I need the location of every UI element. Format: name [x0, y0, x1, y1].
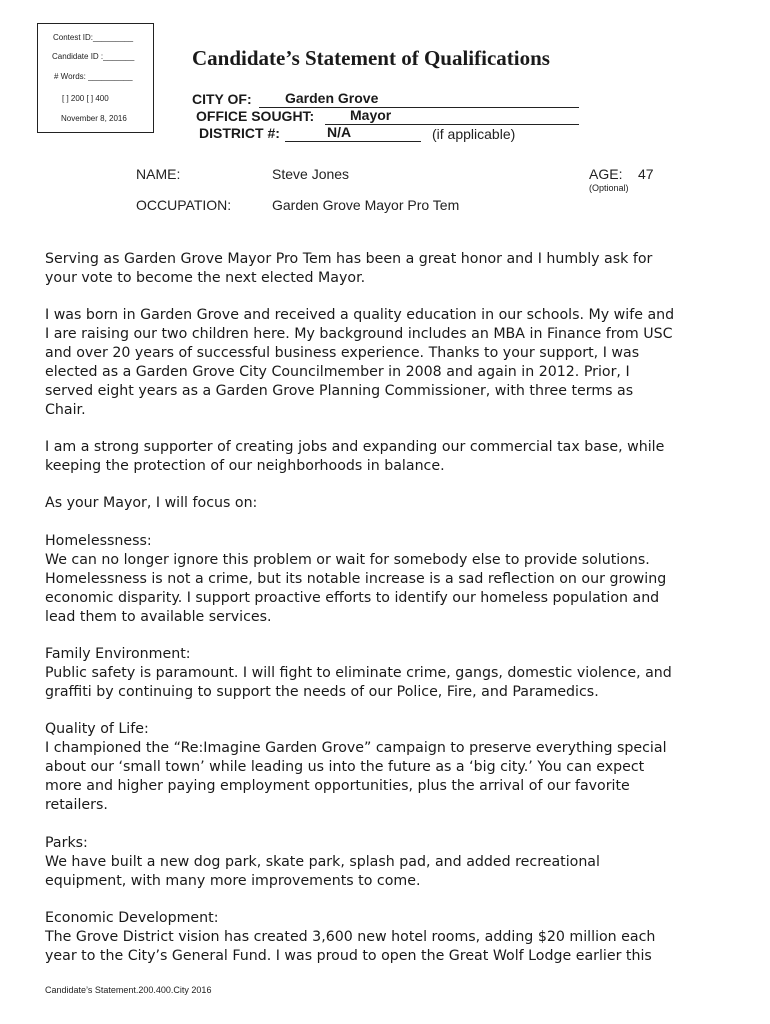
- text-line: served eight years as a Garden Grove Planning Commissioner, with three terms as: [45, 383, 634, 399]
- district-underline: [285, 125, 421, 142]
- text-line: elected as a Garden Grove City Councilmember in 2008 and again in 2012. Prior, I: [45, 364, 630, 380]
- name-label: NAME:: [136, 166, 181, 182]
- document-title: Candidate’s Statement of Qualifications: [192, 46, 550, 70]
- city-value: Garden Grove: [285, 90, 379, 106]
- district-value: N/A: [327, 124, 352, 140]
- candidate-id-field: Candidate ID :_______: [52, 52, 135, 61]
- name-value: Steve Jones: [272, 166, 350, 182]
- statement-section-parks: [45, 834, 735, 891]
- statement-section-homelessness: [45, 532, 735, 627]
- statement-paragraph: [45, 438, 735, 476]
- text-line: I are raising our two children here. My background includes an MBA in Finance from USC: [45, 326, 673, 342]
- text-line: economic disparity. I support proactive efforts to identify our homeless population and: [45, 590, 660, 606]
- office-label: OFFICE SOUGHT:: [196, 108, 315, 124]
- age-label: AGE:: [589, 166, 623, 182]
- text-line: Public safety is paramount. I will fight to eliminate crime, gangs, domestic violence, and: [45, 665, 672, 681]
- section-heading: Homelessness:: [45, 533, 152, 549]
- text-line: We have built a new dog park, skate park, splash pad, and added recreational: [45, 854, 600, 870]
- text-line: Chair.: [45, 402, 86, 418]
- statement-section-quality: [45, 720, 735, 815]
- section-heading: Parks:: [45, 835, 88, 851]
- text-line: more and higher paying employment opportunities, plus the arrival of our favorite: [45, 778, 630, 794]
- section-heading: Economic Development:: [45, 910, 219, 926]
- text-line: I championed the “Re:Imagine Garden Grove” campaign to preserve everything special: [45, 740, 667, 756]
- text-line: equipment, with many more improvements to come.: [45, 873, 421, 889]
- text-line: and over 20 years of successful business experience. Thanks to your support, I was: [45, 345, 640, 361]
- text-line: year to the City’s General Fund. I was proud to open the Great Wolf Lodge earlier this: [45, 948, 652, 964]
- text-line: keeping the protection of our neighborhoods in balance.: [45, 458, 445, 474]
- text-line: As your Mayor, I will focus on:: [45, 495, 258, 511]
- section-heading: Quality of Life:: [45, 721, 149, 737]
- text-line: graffiti by continuing to support the needs of our Police, Fire, and Paramedics.: [45, 684, 599, 700]
- section-heading: Family Environment:: [45, 646, 191, 662]
- city-label: CITY OF:: [192, 91, 252, 107]
- district-label: DISTRICT #:: [199, 125, 280, 141]
- word-options: [ ] 200 [ ] 400: [62, 94, 109, 103]
- district-note: (if applicable): [432, 126, 516, 142]
- office-underline: [325, 108, 579, 125]
- word-count-field: # Words: __________: [54, 72, 133, 81]
- statement-paragraph: [45, 250, 735, 288]
- age-value: 47: [638, 166, 654, 182]
- election-date: November 8, 2016: [61, 114, 127, 123]
- contest-id-field: Contest ID:_________: [53, 33, 134, 42]
- text-line: Homelessness is not a crime, but its notable increase is a sad reflection on our growing: [45, 571, 667, 587]
- info-box: [37, 23, 154, 133]
- occupation-value: Garden Grove Mayor Pro Tem: [272, 197, 460, 213]
- age-note: (Optional): [589, 183, 629, 193]
- statement-section-family: [45, 645, 735, 702]
- text-line: lead them to available services.: [45, 609, 272, 625]
- text-line: about our ‘small town’ while leading us into the future as a ‘big city.’ You can expect: [45, 759, 645, 775]
- text-line: I am a strong supporter of creating jobs and expanding our commercial tax base, while: [45, 439, 665, 455]
- text-line: retailers.: [45, 797, 108, 813]
- city-underline: [259, 91, 579, 108]
- statement-section-economic: [45, 909, 735, 966]
- statement-paragraph: [45, 306, 735, 420]
- occupation-label: OCCUPATION:: [136, 197, 232, 213]
- office-value: Mayor: [350, 107, 392, 123]
- text-line: The Grove District vision has created 3,600 new hotel rooms, adding $20 million each: [45, 929, 656, 945]
- text-line: Serving as Garden Grove Mayor Pro Tem has been a great honor and I humbly ask for: [45, 251, 653, 267]
- page-footer: Candidate’s Statement.200.400.City 2016: [45, 985, 212, 995]
- text-line: I was born in Garden Grove and received a quality education in our schools. My wife and: [45, 307, 675, 323]
- statement-paragraph: [45, 494, 735, 513]
- text-line: We can no longer ignore this problem or wait for somebody else to provide solutions.: [45, 552, 650, 568]
- text-line: your vote to become the next elected Mayor.: [45, 270, 366, 286]
